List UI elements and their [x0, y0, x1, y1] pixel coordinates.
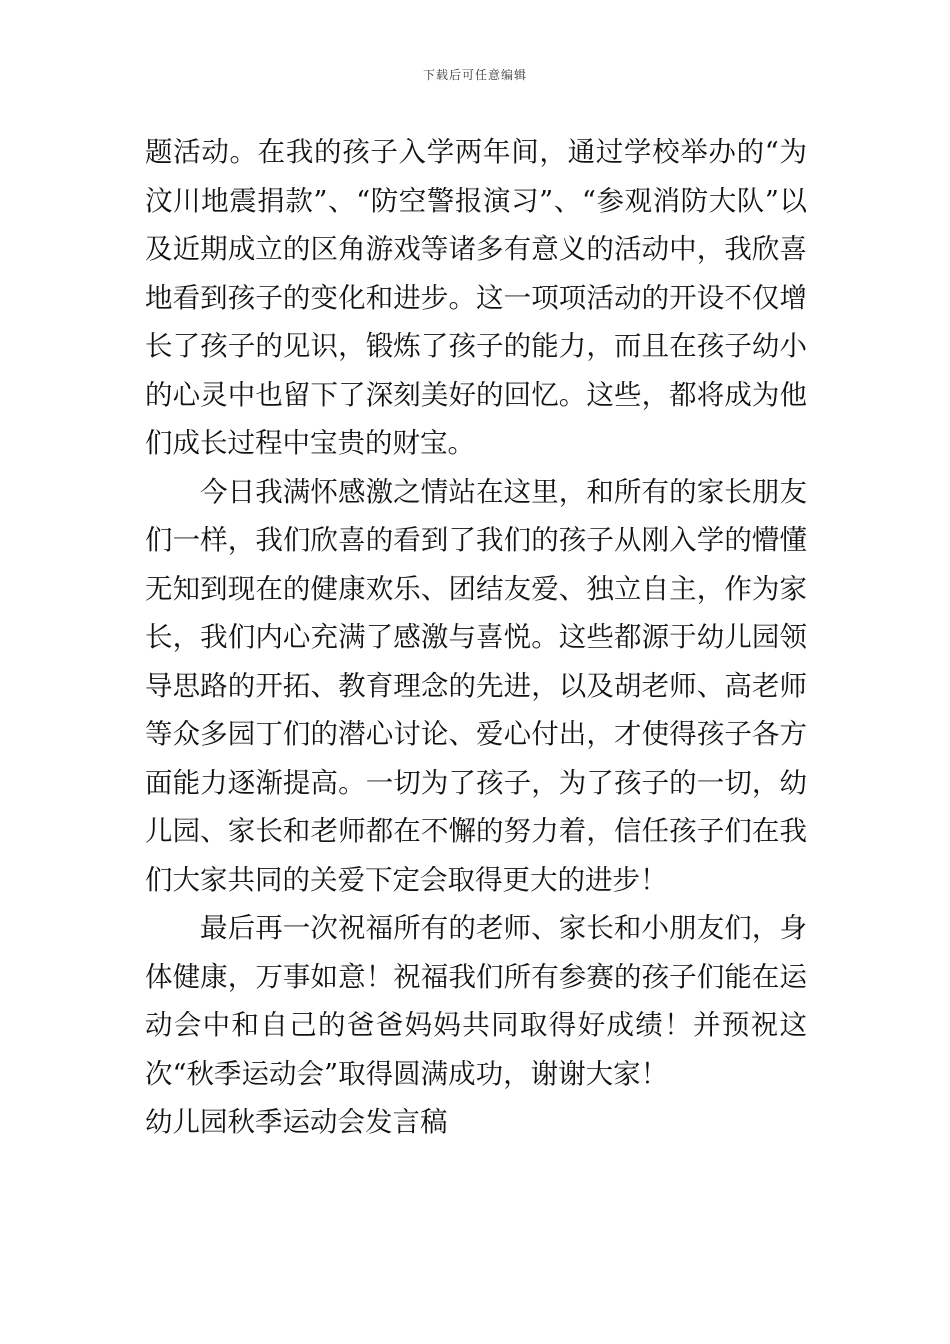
paragraph-3: 最后再一次祝福所有的老师、家长和小朋友们，身体健康，万事如意！祝福我们所有参赛的孩子们能在运动会中和自己的爸爸妈妈共同取得好成绩！并预祝这次“秋季运动会”取得圆满成功，谢谢大家！ — [145, 912, 807, 1090]
paragraph-2: 今日我满怀感激之情站在这里，和所有的家长朋友们一样，我们欣喜的看到了我们的孩子从刚入学的懵懂无知到现在的健康欢乐、团结友爱、独立自主，作为家长，我们内心充满了感激与喜悦。这些都源于幼儿园领导思路的开拓、教育理念的先进，以及胡老师、高老师等众多园丁们的潜心讨论、爱心付出，才使得孩子各方面能力逐渐提高。一切为了孩子，为了孩子的一切，幼儿园、家长和老师都在不懈的努力着，信任孩子们在我们大家共同的关爱下定会取得更大的进步！ — [145, 475, 807, 896]
document-title-line: 幼儿园秋季运动会发言稿 — [145, 1106, 448, 1138]
document-body — [145, 128, 807, 1147]
paragraph-1: 题活动。在我的孩子入学两年间，通过学校举办的“为汶川地震捐款”、“防空警报演习”、“参观消防大队”以及近期成立的区角游戏等诸多有意义的活动中，我欣喜地看到孩子的变化和进步。这一项项活动的开设不仅增长了孩子的见识，锻炼了孩子的能力，而且在孩子幼小的心灵中也留下了深刻美好的回忆。这些，都将成为他们成长过程中宝贵的财宝。 — [145, 136, 807, 459]
header-note: 下载后可任意编辑 — [422, 68, 527, 82]
